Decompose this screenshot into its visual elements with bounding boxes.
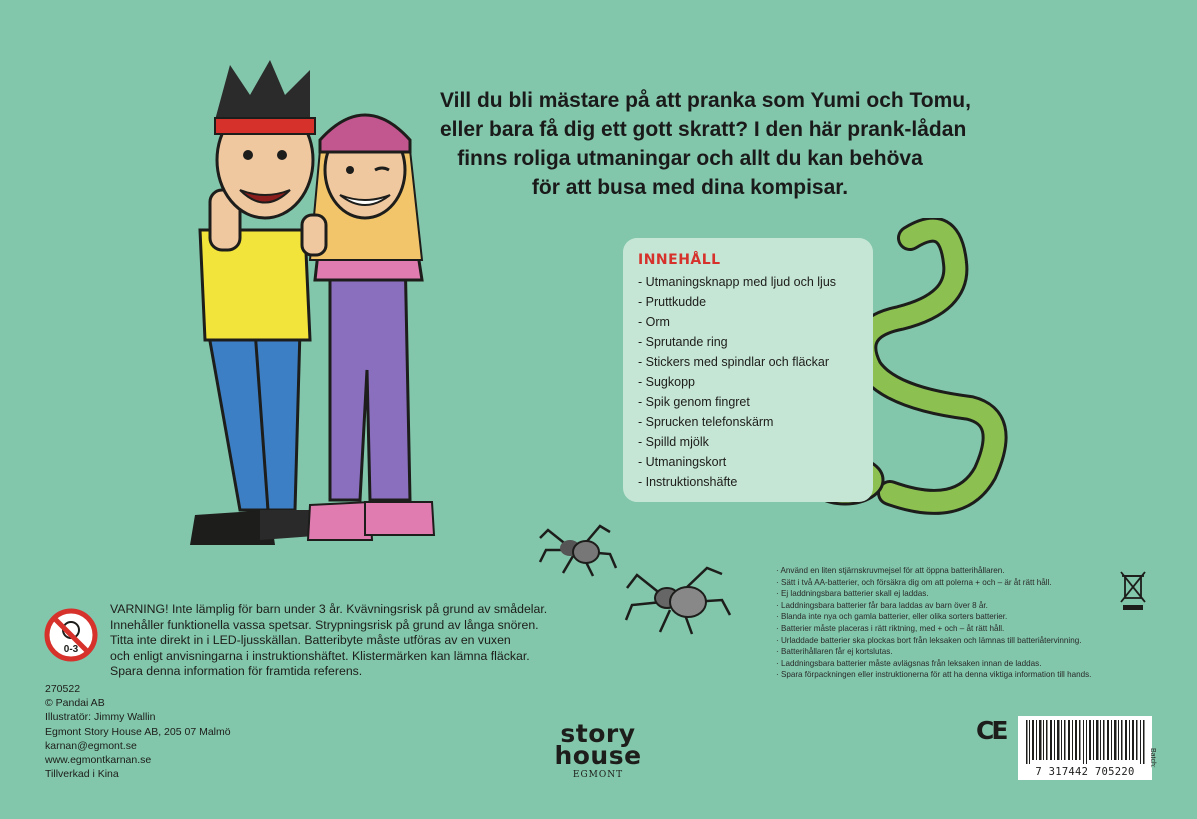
spider-icon	[622, 560, 732, 635]
battery-line: · Batterihållaren får ej kortslutas.	[776, 647, 893, 657]
address: Egmont Story House AB, 205 07 Malmö	[45, 725, 231, 738]
battery-line: · Spara förpackningen eller instruktionerna för att ha denna viktiga information till hands.	[776, 670, 1092, 680]
spider-icon	[538, 518, 618, 578]
battery-line: · Sätt i två AA-batterier, och försäkra dig om att polerna + och – är åt rätt håll.	[776, 577, 1052, 587]
list-item: - Orm	[638, 315, 670, 329]
battery-line: · Laddningsbara batterier får bara laddas av barn över 8 år.	[776, 600, 988, 610]
storyhouse-logo	[538, 719, 658, 780]
headline-line: Vill du bli mästare på att pranka som Yumi och Tomu,	[440, 89, 971, 112]
list-item: - Instruktionshäfte	[638, 475, 738, 489]
article-number: 270522	[45, 683, 81, 695]
battery-line: · Blanda inte nya och gamla batterier, eller olika sorters batterier.	[776, 612, 1008, 622]
warning-line: Titta inte direkt in i LED-ljusskällan. Batteribyte måste utföras av en vuxen	[110, 633, 511, 648]
contents-title: INNEHÅLL	[638, 252, 721, 268]
list-item: - Utmaningsknapp med ljud och ljus	[638, 275, 837, 289]
made-in: Tillverkad i Kina	[45, 768, 119, 781]
illustrator: Illustratör: Jimmy Wallin	[45, 711, 156, 724]
warning-line: Spara denna information för framtida referens.	[110, 664, 363, 679]
age-warning-icon	[44, 608, 98, 662]
ce-mark: CE	[976, 716, 1006, 745]
headline	[440, 86, 971, 202]
headline-line: eller bara få dig ett gott skratt? I den här prank-lådan	[440, 118, 967, 141]
contents-panel	[623, 238, 873, 502]
email: karnan@egmont.se	[45, 739, 137, 752]
warning-text	[110, 602, 590, 680]
publisher-info	[45, 682, 231, 781]
characters-illustration	[160, 40, 460, 570]
list-item: - Utmaningskort	[638, 455, 727, 469]
logo-line-1: story	[560, 719, 636, 748]
battery-line: · Laddningsbara batterier måste avlägsnas från leksaken innan de laddas.	[776, 658, 1042, 668]
weee-bin-icon	[1119, 570, 1147, 612]
list-item: - Sprucken telefonskärm	[638, 415, 774, 429]
headline-line: finns roliga utmaningar och allt du kan behöva	[457, 147, 923, 170]
battery-line: · Använd en liten stjärnskruvmejsel för att öppna batterihållaren.	[776, 566, 1005, 575]
list-item: - Stickers med spindlar och fläckar	[638, 355, 830, 369]
list-item: - Sprutande ring	[638, 335, 728, 349]
list-item: - Sugkopp	[638, 375, 695, 389]
barcode	[1018, 716, 1152, 780]
logo-line-2: house	[554, 741, 642, 770]
headline-line: för att busa med dina kompisar.	[531, 176, 849, 199]
list-item: - Spik genom fingret	[638, 395, 750, 409]
warning-line: VARNING! Inte lämplig för barn under 3 år. Kvävningsrisk på grund av smådelar.	[110, 602, 548, 616]
battery-line: · Batterier måste placeras i rätt riktning, med + och – åt rätt håll.	[776, 623, 1005, 633]
warning-line: och enligt anvisningarna i instruktionshäftet. Klistermärken kan lämna fläckar.	[110, 648, 530, 663]
warning-line: Innehåller funktionella vassa spetsar. Strypningsrisk på grund av långa snören.	[110, 617, 539, 632]
logo-sub: EGMONT	[572, 770, 624, 780]
list-item: - Pruttkudde	[638, 295, 707, 309]
copyright: © Pandai AB	[45, 697, 105, 710]
contents-list	[638, 272, 857, 492]
list-item: - Spilld mjölk	[638, 435, 709, 449]
website: www.egmontkarnan.se	[45, 754, 152, 767]
barcode-number: 7 317442 705220	[1035, 766, 1135, 778]
battery-instructions	[776, 565, 1166, 681]
batch-label: Batch:	[1149, 748, 1156, 768]
barcode-bars	[1024, 720, 1146, 764]
battery-line: · Urladdade batterier ska plockas bort från leksaken och lämnas till batteriåtervinning.	[776, 635, 1082, 645]
age-label: 0-3	[63, 644, 79, 655]
battery-line: · Ej laddningsbara batterier skall ej laddas.	[776, 589, 929, 599]
